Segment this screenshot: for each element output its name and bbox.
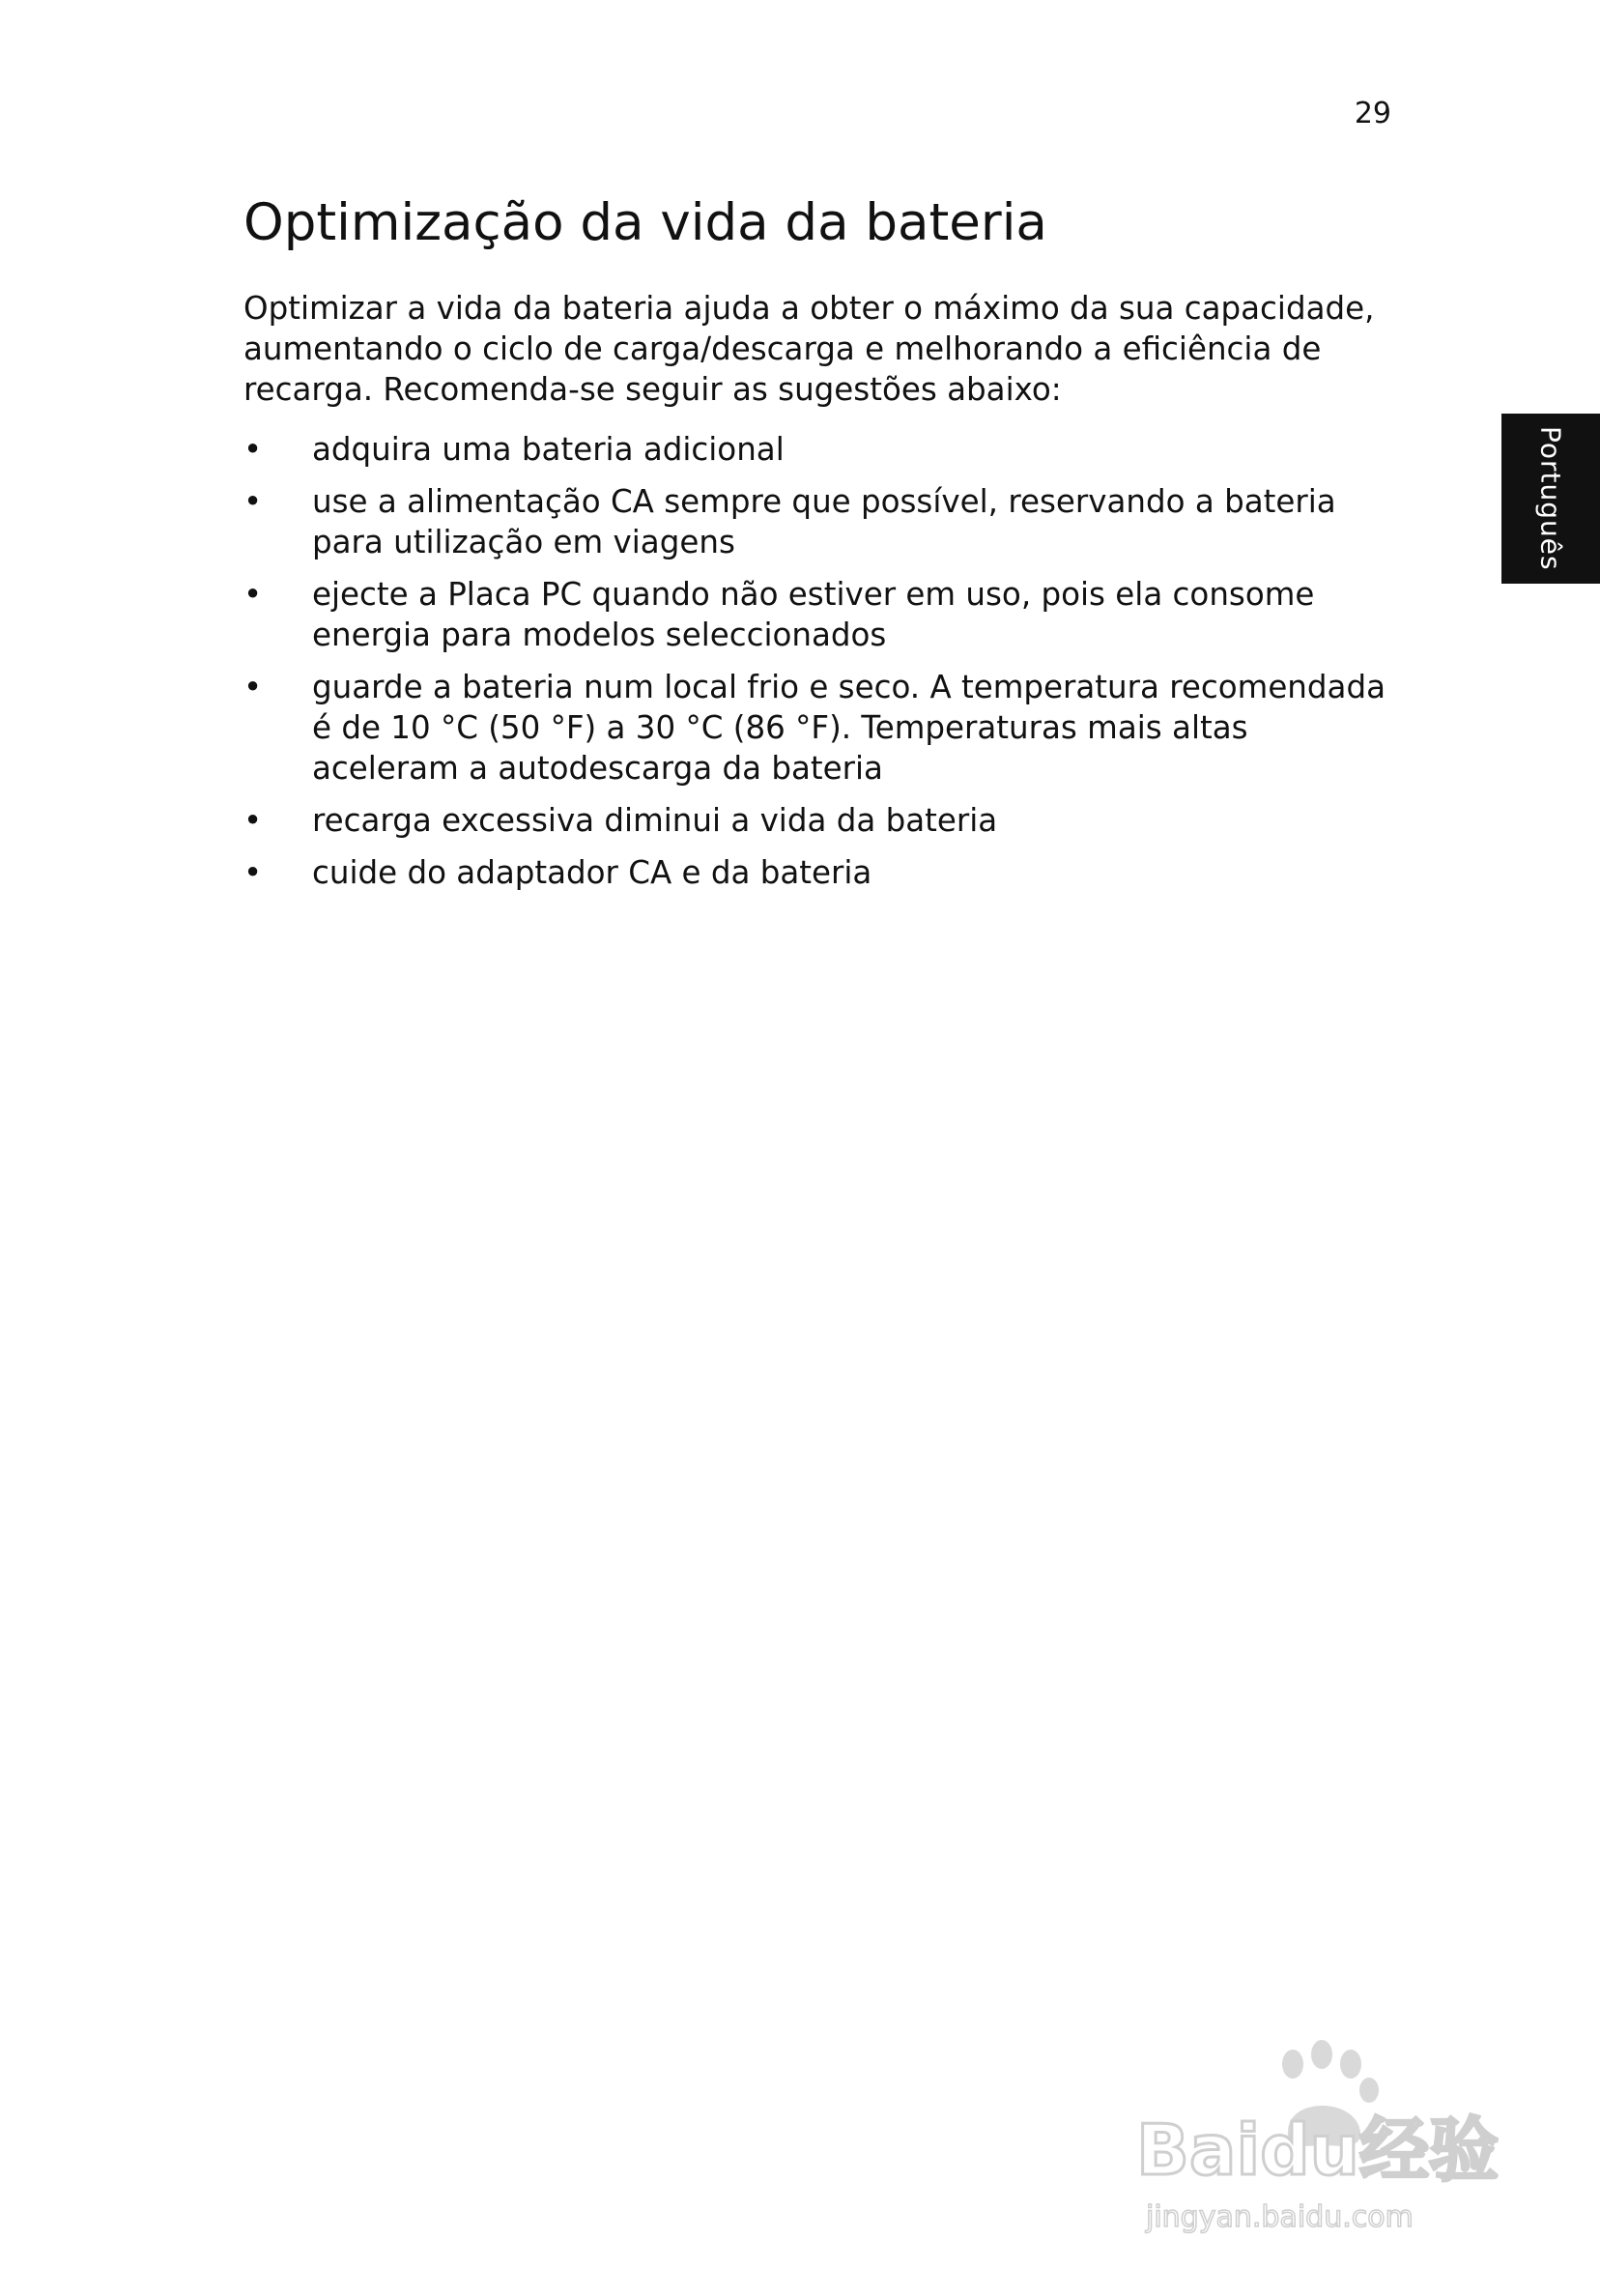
baidu-watermark-logo <box>1129 2037 1515 2250</box>
list-item-text: cuide do adaptador CA e da bateria <box>312 854 872 891</box>
bullet-icon: • <box>243 483 263 520</box>
list-item-text: adquira uma bateria adicional <box>312 431 785 468</box>
language-tab <box>1501 414 1600 584</box>
intro-paragraph: Optimizar a vida da bateria ajuda a obter o máximo da sua capacidade, aumentando o ciclo de carga/descarga e melhorando a eficiência de recarga. Recomenda-se seguir as sugestões abaixo: <box>243 290 1375 408</box>
list-item <box>243 429 1403 470</box>
list-item <box>243 800 1403 841</box>
page-title: Optimização da vida da bateria <box>243 193 1047 252</box>
list-item <box>243 481 1403 562</box>
bullet-icon: • <box>243 854 263 891</box>
watermark-brand: Baidu经验 <box>1136 2109 1499 2191</box>
watermark-url: jingyan.baidu.com <box>1146 2200 1414 2234</box>
language-tab-label: Português <box>1534 426 1567 571</box>
list-item <box>243 852 1403 893</box>
list-item-text: ejecte a Placa PC quando não estiver em uso, pois ela consome energia para modelos seleccionados <box>312 576 1315 653</box>
bullet-icon: • <box>243 576 263 613</box>
list-item-text: recarga excessiva diminui a vida da bateria <box>312 802 998 839</box>
list-item-text: guarde a bateria num local frio e seco. A temperatura recomendada é de 10 °C (50 °F) a 30 °C (86 °F). Temperaturas mais altas aceleram a autodescarga da bateria <box>312 669 1386 787</box>
list-item <box>243 574 1403 655</box>
list-item <box>243 667 1403 789</box>
bullet-icon: • <box>243 669 263 705</box>
tips-list <box>243 429 1403 904</box>
bullet-icon: • <box>243 802 263 839</box>
list-item-text: use a alimentação CA sempre que possível, reservando a bateria para utilização em viagens <box>312 483 1336 560</box>
page-number: 29 <box>1354 97 1391 130</box>
bullet-icon: • <box>243 431 263 468</box>
